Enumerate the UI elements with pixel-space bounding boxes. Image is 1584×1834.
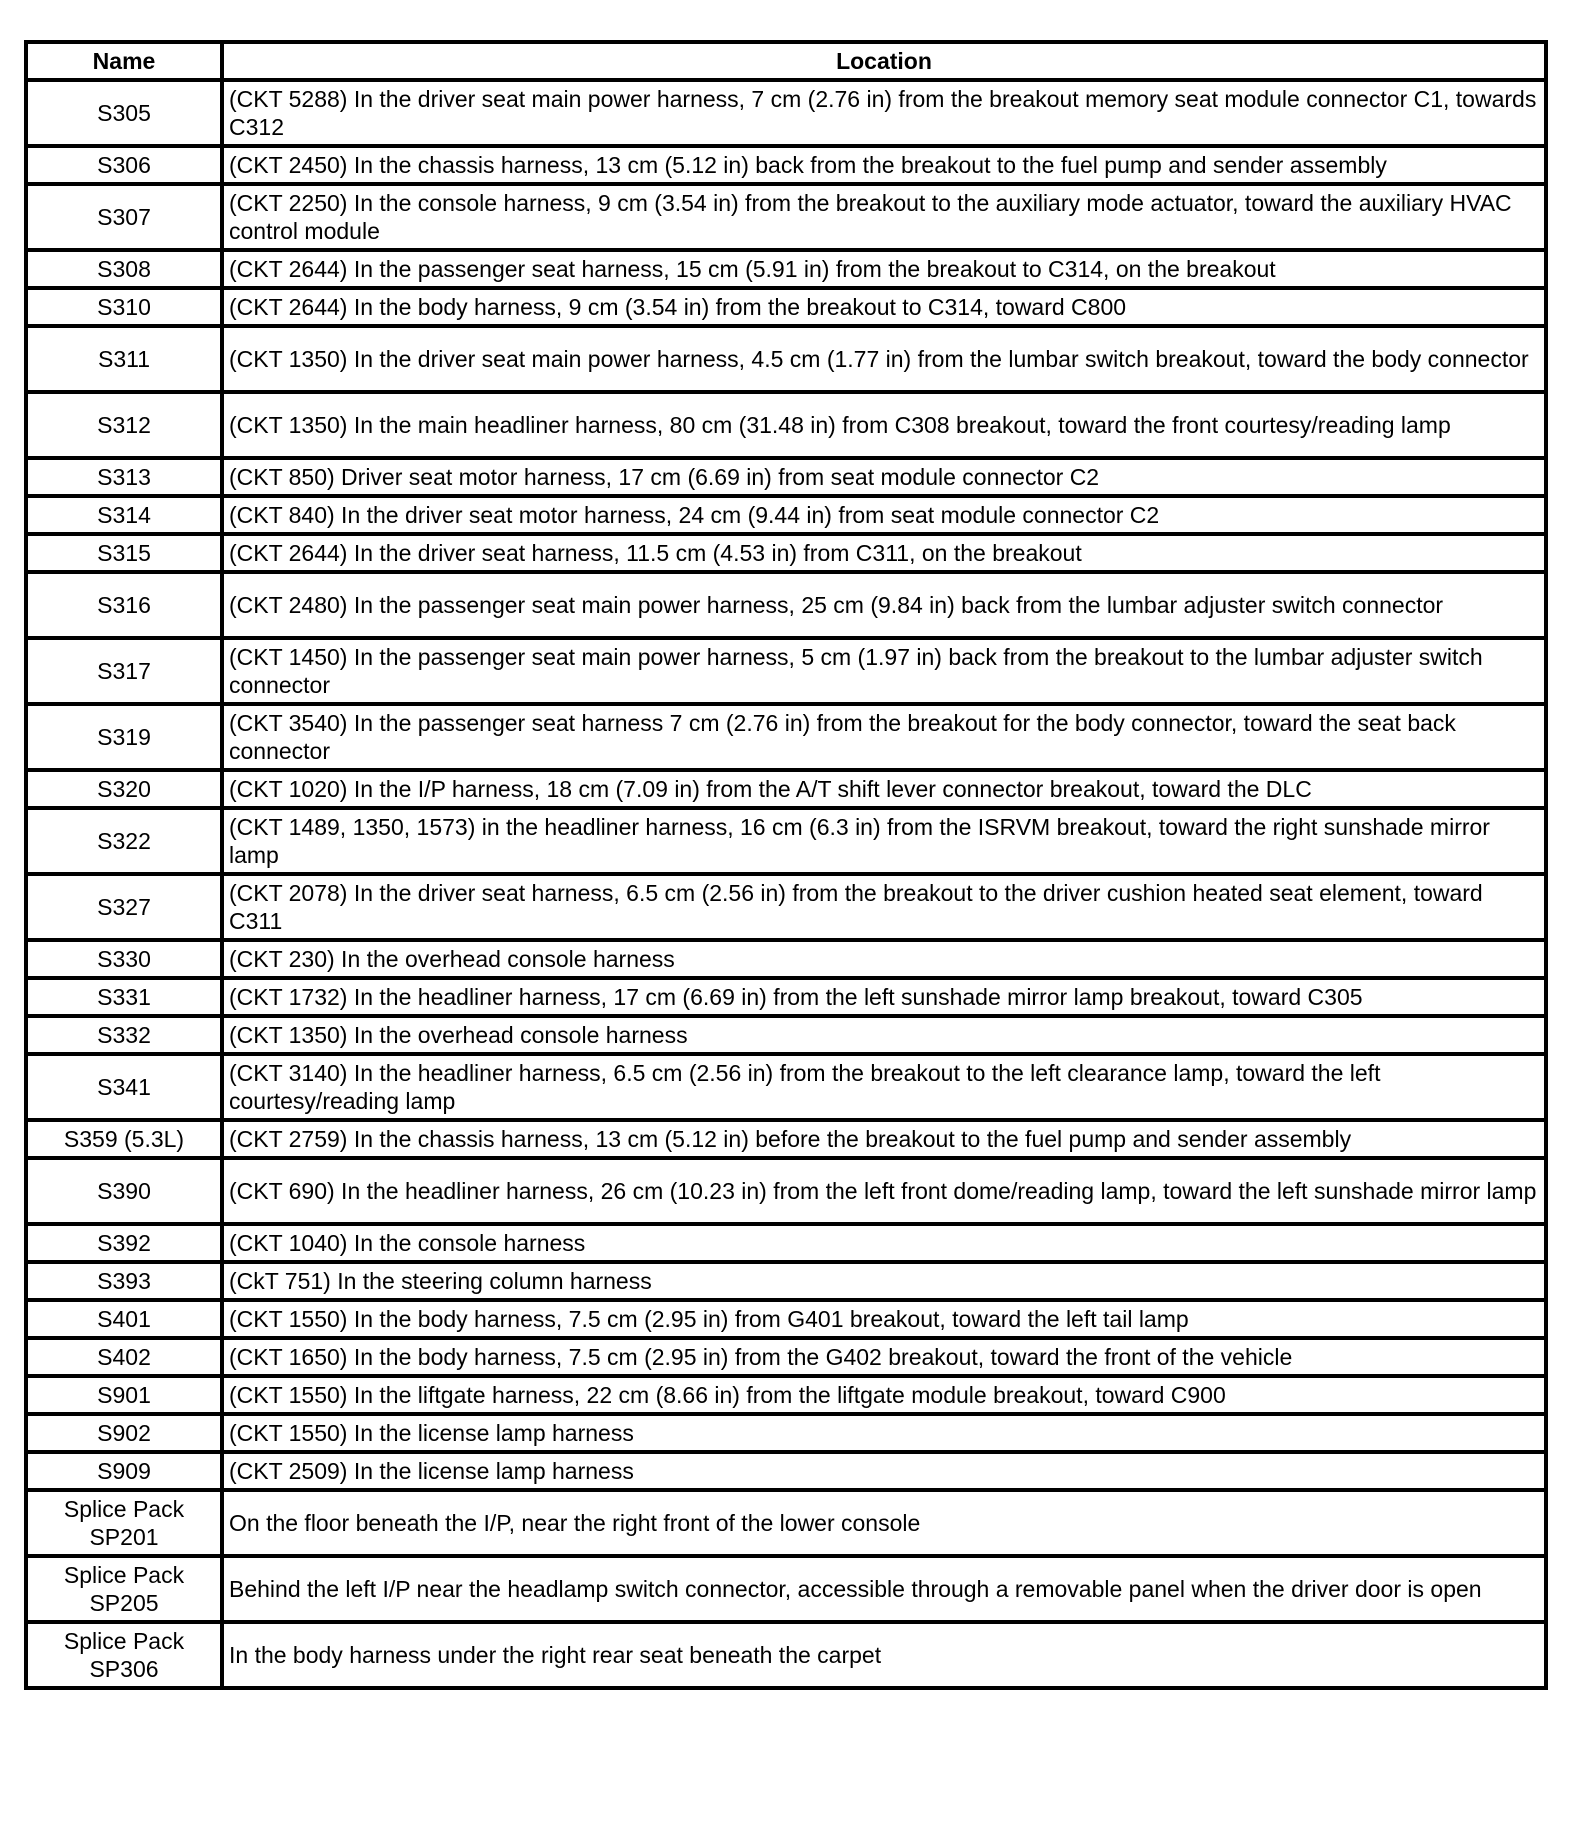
splice-location-cell: (CkT 751) In the steering column harness xyxy=(222,1262,1546,1300)
splice-name-cell: S402 xyxy=(26,1338,222,1376)
table-row xyxy=(26,1414,1546,1452)
table-row xyxy=(26,496,1546,534)
table-row xyxy=(26,940,1546,978)
table-row xyxy=(26,1622,1546,1688)
table-row xyxy=(26,1054,1546,1120)
table-row xyxy=(26,326,1546,392)
table-row xyxy=(26,638,1546,704)
splice-location-cell: (CKT 690) In the headliner harness, 26 cm (10.23 in) from the left front dome/reading lamp, toward the left sunshade mirror lamp xyxy=(222,1158,1546,1224)
table-row xyxy=(26,1556,1546,1622)
header-row xyxy=(26,42,1546,80)
table-row xyxy=(26,250,1546,288)
splice-location-cell: (CKT 1650) In the body harness, 7.5 cm (2.95 in) from the G402 breakout, toward the front of the vehicle xyxy=(222,1338,1546,1376)
table-row xyxy=(26,458,1546,496)
table-row xyxy=(26,1300,1546,1338)
splice-location-cell: (CKT 2644) In the passenger seat harness, 15 cm (5.91 in) from the breakout to C314, on the breakout xyxy=(222,250,1546,288)
splice-location-cell: (CKT 3140) In the headliner harness, 6.5 cm (2.56 in) from the breakout to the left clearance lamp, toward the left courtesy/reading lamp xyxy=(222,1054,1546,1120)
splice-location-cell: (CKT 5288) In the driver seat main power harness, 7 cm (2.76 in) from the breakout memory seat module connector C1, towards C312 xyxy=(222,80,1546,146)
splice-name-cell: S909 xyxy=(26,1452,222,1490)
splice-name-cell: Splice Pack SP205 xyxy=(26,1556,222,1622)
splice-location-cell: (CKT 2078) In the driver seat harness, 6.5 cm (2.56 in) from the breakout to the driver cushion heated seat element, toward C311 xyxy=(222,874,1546,940)
splice-name-cell: S322 xyxy=(26,808,222,874)
table-row xyxy=(26,572,1546,638)
splice-name-cell: S332 xyxy=(26,1016,222,1054)
splice-location-cell: (CKT 1489, 1350, 1573) in the headliner harness, 16 cm (6.3 in) from the ISRVM breakout, toward the right sunshade mirror lamp xyxy=(222,808,1546,874)
table-row xyxy=(26,1120,1546,1158)
table-body xyxy=(26,80,1546,1688)
splice-name-cell: S319 xyxy=(26,704,222,770)
splice-location-cell: (CKT 840) In the driver seat motor harness, 24 cm (9.44 in) from seat module connector C2 xyxy=(222,496,1546,534)
table-row xyxy=(26,1338,1546,1376)
table-row xyxy=(26,1158,1546,1224)
table-row xyxy=(26,978,1546,1016)
splice-location-cell: Behind the left I/P near the headlamp switch connector, accessible through a removable panel when the driver door is open xyxy=(222,1556,1546,1622)
splice-name-cell: S392 xyxy=(26,1224,222,1262)
splice-name-cell: S317 xyxy=(26,638,222,704)
splice-name-cell: S320 xyxy=(26,770,222,808)
table-row xyxy=(26,1490,1546,1556)
table-row xyxy=(26,146,1546,184)
splice-name-cell: S330 xyxy=(26,940,222,978)
table-row xyxy=(26,534,1546,572)
splice-name-cell: S314 xyxy=(26,496,222,534)
splice-name-cell: S313 xyxy=(26,458,222,496)
splice-name-cell: S315 xyxy=(26,534,222,572)
splice-location-cell: (CKT 1550) In the license lamp harness xyxy=(222,1414,1546,1452)
splice-name-cell: Splice Pack SP201 xyxy=(26,1490,222,1556)
splice-name-cell: S308 xyxy=(26,250,222,288)
splice-location-cell: (CKT 1020) In the I/P harness, 18 cm (7.09 in) from the A/T shift lever connector breakout, toward the DLC xyxy=(222,770,1546,808)
splice-name-cell: S310 xyxy=(26,288,222,326)
splice-location-cell: (CKT 1350) In the main headliner harness, 80 cm (31.48 in) from C308 breakout, toward the front courtesy/reading lamp xyxy=(222,392,1546,458)
splice-name-cell: S901 xyxy=(26,1376,222,1414)
column-header-name: Name xyxy=(26,42,222,80)
splice-location-cell: (CKT 2509) In the license lamp harness xyxy=(222,1452,1546,1490)
splice-location-cell: (CKT 1550) In the body harness, 7.5 cm (2.95 in) from G401 breakout, toward the left tail lamp xyxy=(222,1300,1546,1338)
table-row xyxy=(26,1016,1546,1054)
splice-location-cell: (CKT 2759) In the chassis harness, 13 cm (5.12 in) before the breakout to the fuel pump and sender assembly xyxy=(222,1120,1546,1158)
table-row xyxy=(26,1224,1546,1262)
splice-location-table xyxy=(24,40,1548,1690)
splice-name-cell: S327 xyxy=(26,874,222,940)
splice-location-cell: (CKT 1040) In the console harness xyxy=(222,1224,1546,1262)
splice-location-cell: (CKT 1350) In the overhead console harness xyxy=(222,1016,1546,1054)
splice-name-cell: S390 xyxy=(26,1158,222,1224)
splice-location-cell: (CKT 2450) In the chassis harness, 13 cm (5.12 in) back from the breakout to the fuel pump and sender assembly xyxy=(222,146,1546,184)
splice-location-cell: On the floor beneath the I/P, near the right front of the lower console xyxy=(222,1490,1546,1556)
splice-location-cell: (CKT 1732) In the headliner harness, 17 cm (6.69 in) from the left sunshade mirror lamp breakout, toward C305 xyxy=(222,978,1546,1016)
splice-location-cell: (CKT 1550) In the liftgate harness, 22 cm (8.66 in) from the liftgate module breakout, toward C900 xyxy=(222,1376,1546,1414)
table-row xyxy=(26,392,1546,458)
splice-location-cell: (CKT 2250) In the console harness, 9 cm (3.54 in) from the breakout to the auxiliary mode actuator, toward the auxiliary HVAC control module xyxy=(222,184,1546,250)
splice-location-cell: In the body harness under the right rear seat beneath the carpet xyxy=(222,1622,1546,1688)
splice-location-cell: (CKT 2644) In the body harness, 9 cm (3.54 in) from the breakout to C314, toward C800 xyxy=(222,288,1546,326)
splice-name-cell: Splice Pack SP306 xyxy=(26,1622,222,1688)
splice-name-cell: S306 xyxy=(26,146,222,184)
splice-name-cell: S331 xyxy=(26,978,222,1016)
table-row xyxy=(26,808,1546,874)
splice-location-cell: (CKT 2480) In the passenger seat main power harness, 25 cm (9.84 in) back from the lumbar adjuster switch connector xyxy=(222,572,1546,638)
table-row xyxy=(26,1452,1546,1490)
splice-name-cell: S311 xyxy=(26,326,222,392)
splice-name-cell: S307 xyxy=(26,184,222,250)
splice-location-cell: (CKT 1450) In the passenger seat main power harness, 5 cm (1.97 in) back from the breakout to the lumbar adjuster switch connector xyxy=(222,638,1546,704)
splice-name-cell: S393 xyxy=(26,1262,222,1300)
column-header-location: Location xyxy=(222,42,1546,80)
table-row xyxy=(26,704,1546,770)
table-row xyxy=(26,1262,1546,1300)
splice-location-cell: (CKT 230) In the overhead console harness xyxy=(222,940,1546,978)
splice-name-cell: S401 xyxy=(26,1300,222,1338)
splice-location-cell: (CKT 850) Driver seat motor harness, 17 cm (6.69 in) from seat module connector C2 xyxy=(222,458,1546,496)
splice-location-cell: (CKT 2644) In the driver seat harness, 11.5 cm (4.53 in) from C311, on the breakout xyxy=(222,534,1546,572)
splice-name-cell: S316 xyxy=(26,572,222,638)
table-row xyxy=(26,770,1546,808)
table-row xyxy=(26,80,1546,146)
splice-name-cell: S312 xyxy=(26,392,222,458)
table-row xyxy=(26,288,1546,326)
splice-location-cell: (CKT 1350) In the driver seat main power harness, 4.5 cm (1.77 in) from the lumbar switch breakout, toward the body connector xyxy=(222,326,1546,392)
table-row xyxy=(26,874,1546,940)
splice-name-cell: S341 xyxy=(26,1054,222,1120)
splice-location-cell: (CKT 3540) In the passenger seat harness 7 cm (2.76 in) from the breakout for the body connector, toward the seat back connector xyxy=(222,704,1546,770)
splice-name-cell: S359 (5.3L) xyxy=(26,1120,222,1158)
table-row xyxy=(26,184,1546,250)
splice-name-cell: S902 xyxy=(26,1414,222,1452)
splice-name-cell: S305 xyxy=(26,80,222,146)
table-row xyxy=(26,1376,1546,1414)
